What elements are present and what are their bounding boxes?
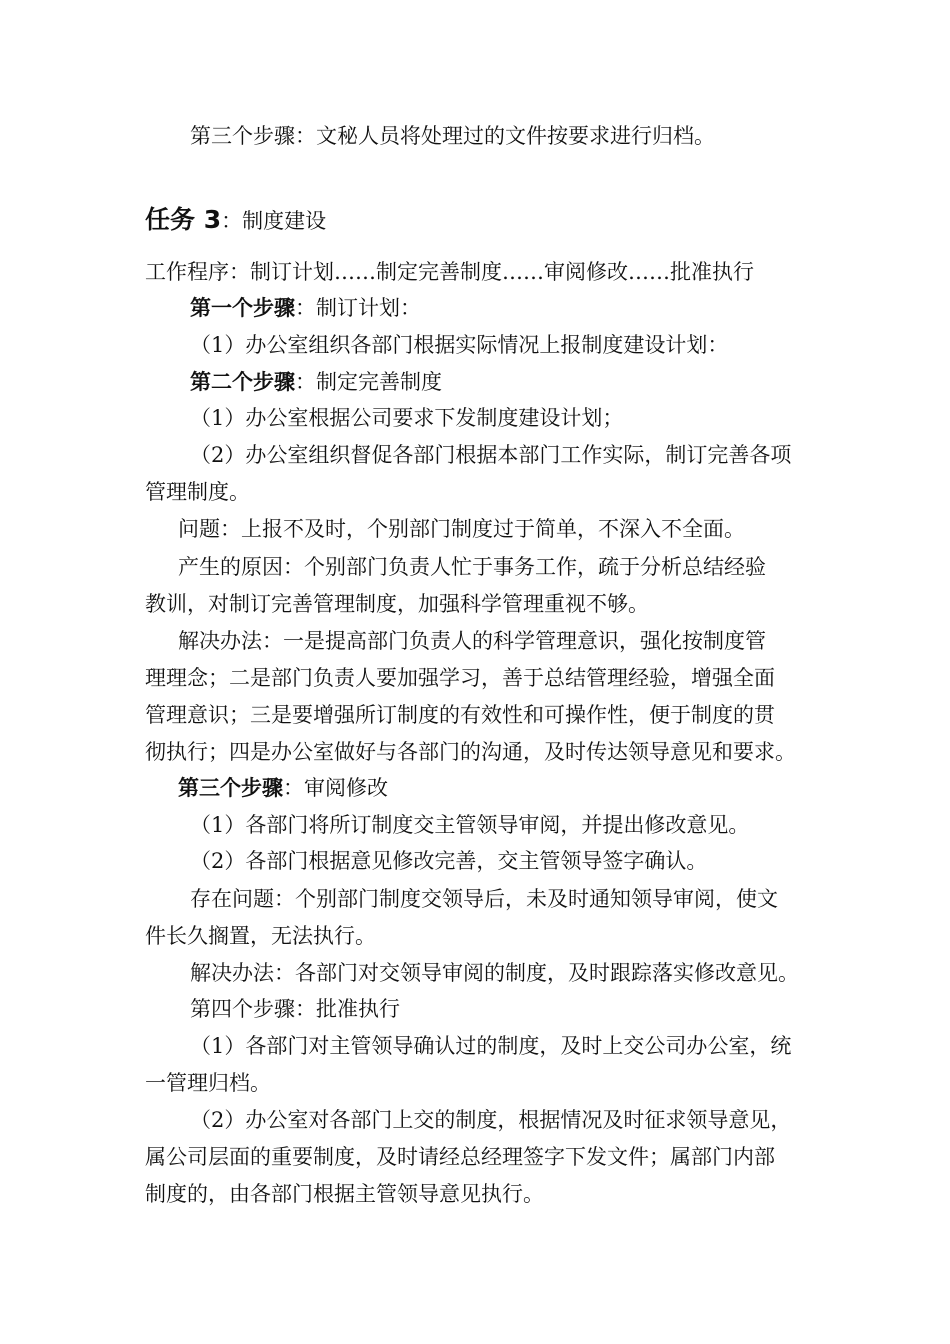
step3-item2: （2）各部门根据意见修改完善，交主管领导签字确认。 <box>190 849 708 873</box>
intro-line: 第三个步骤：文秘人员将处理过的文件按要求进行归档。 <box>190 124 715 148</box>
step4-item1-line2: 一管理归档。 <box>145 1071 271 1095</box>
fix-line: 解决办法：各部门对交领导审阅的制度，及时跟踪落实修改意见。 <box>190 961 799 985</box>
step2-text: 制定完善制度 <box>316 370 442 394</box>
step4-item2-line2: 属公司层面的重要制度，及时请经总经理签字下发文件；属部门内部 <box>145 1145 775 1169</box>
cause-line2: 教训，对制订完善管理制度，加强科学管理重视不够。 <box>145 592 649 616</box>
problem-line: 问题：上报不及时，个别部门制度过于简单，不深入不全面。 <box>178 517 745 541</box>
step2-item1: （1）办公室根据公司要求下发制度建设计划； <box>190 406 624 430</box>
step4-item2-line1: （2）办公室对各部门上交的制度，根据情况及时征求领导意见， <box>190 1108 792 1132</box>
task-heading <box>145 203 326 238</box>
procedure-line: 工作程序：制订计划……制定完善制度……审阅修改……批准执行 <box>145 260 754 284</box>
issue-line1: 存在问题：个别部门制度交领导后，未及时通知领导审阅，使文 <box>190 887 778 911</box>
cause-line1: 产生的原因：个别部门负责人忙于事务工作，疏于分析总结经验 <box>178 555 766 579</box>
step2-heading <box>190 367 442 397</box>
step4-item2-line3: 制度的，由各部门根据主管领导意见执行。 <box>145 1182 544 1206</box>
issue-line2: 件长久搁置，无法执行。 <box>145 924 376 948</box>
step2-sep: ： <box>295 370 316 394</box>
step3-label: 第三个步骤 <box>178 775 283 800</box>
task-sep: ： <box>221 209 243 233</box>
solution-line3: 管理意识；三是要增强所订制度的有效性和可操作性，便于制度的贯 <box>145 703 775 727</box>
solution-line1: 解决办法：一是提高部门负责人的科学管理意识，强化按制度管 <box>178 629 766 653</box>
step3-item1: （1）各部门将所订制度交主管领导审阅，并提出修改意见。 <box>190 813 750 837</box>
step1-label: 第一个步骤 <box>190 295 295 320</box>
step4-item1-line1: （1）各部门对主管领导确认过的制度，及时上交公司办公室，统 <box>190 1034 792 1058</box>
step1-text: 制订计划： <box>316 296 421 320</box>
step3-sep: ： <box>283 776 304 800</box>
step1-sep: ： <box>295 296 316 320</box>
task-title: 制度建设 <box>242 209 327 233</box>
step3-text: 审阅修改 <box>304 776 388 800</box>
task-label: 任务 3 <box>145 205 222 234</box>
step2-item2-line2: 管理制度。 <box>145 480 250 504</box>
step4-heading: 第四个步骤：批准执行 <box>190 997 400 1021</box>
step1-heading <box>190 293 421 323</box>
step3-heading <box>178 773 388 803</box>
solution-line4: 彻执行；四是办公室做好与各部门的沟通，及时传达领导意见和要求。 <box>145 740 796 764</box>
step2-item2-line1: （2）办公室组织督促各部门根据本部门工作实际，制订完善各项 <box>190 443 792 467</box>
solution-line2: 理理念；二是部门负责人要加强学习，善于总结管理经验，增强全面 <box>145 666 775 690</box>
step2-label: 第二个步骤 <box>190 369 295 394</box>
step1-item1: （1）办公室组织各部门根据实际情况上报制度建设计划： <box>190 333 729 357</box>
